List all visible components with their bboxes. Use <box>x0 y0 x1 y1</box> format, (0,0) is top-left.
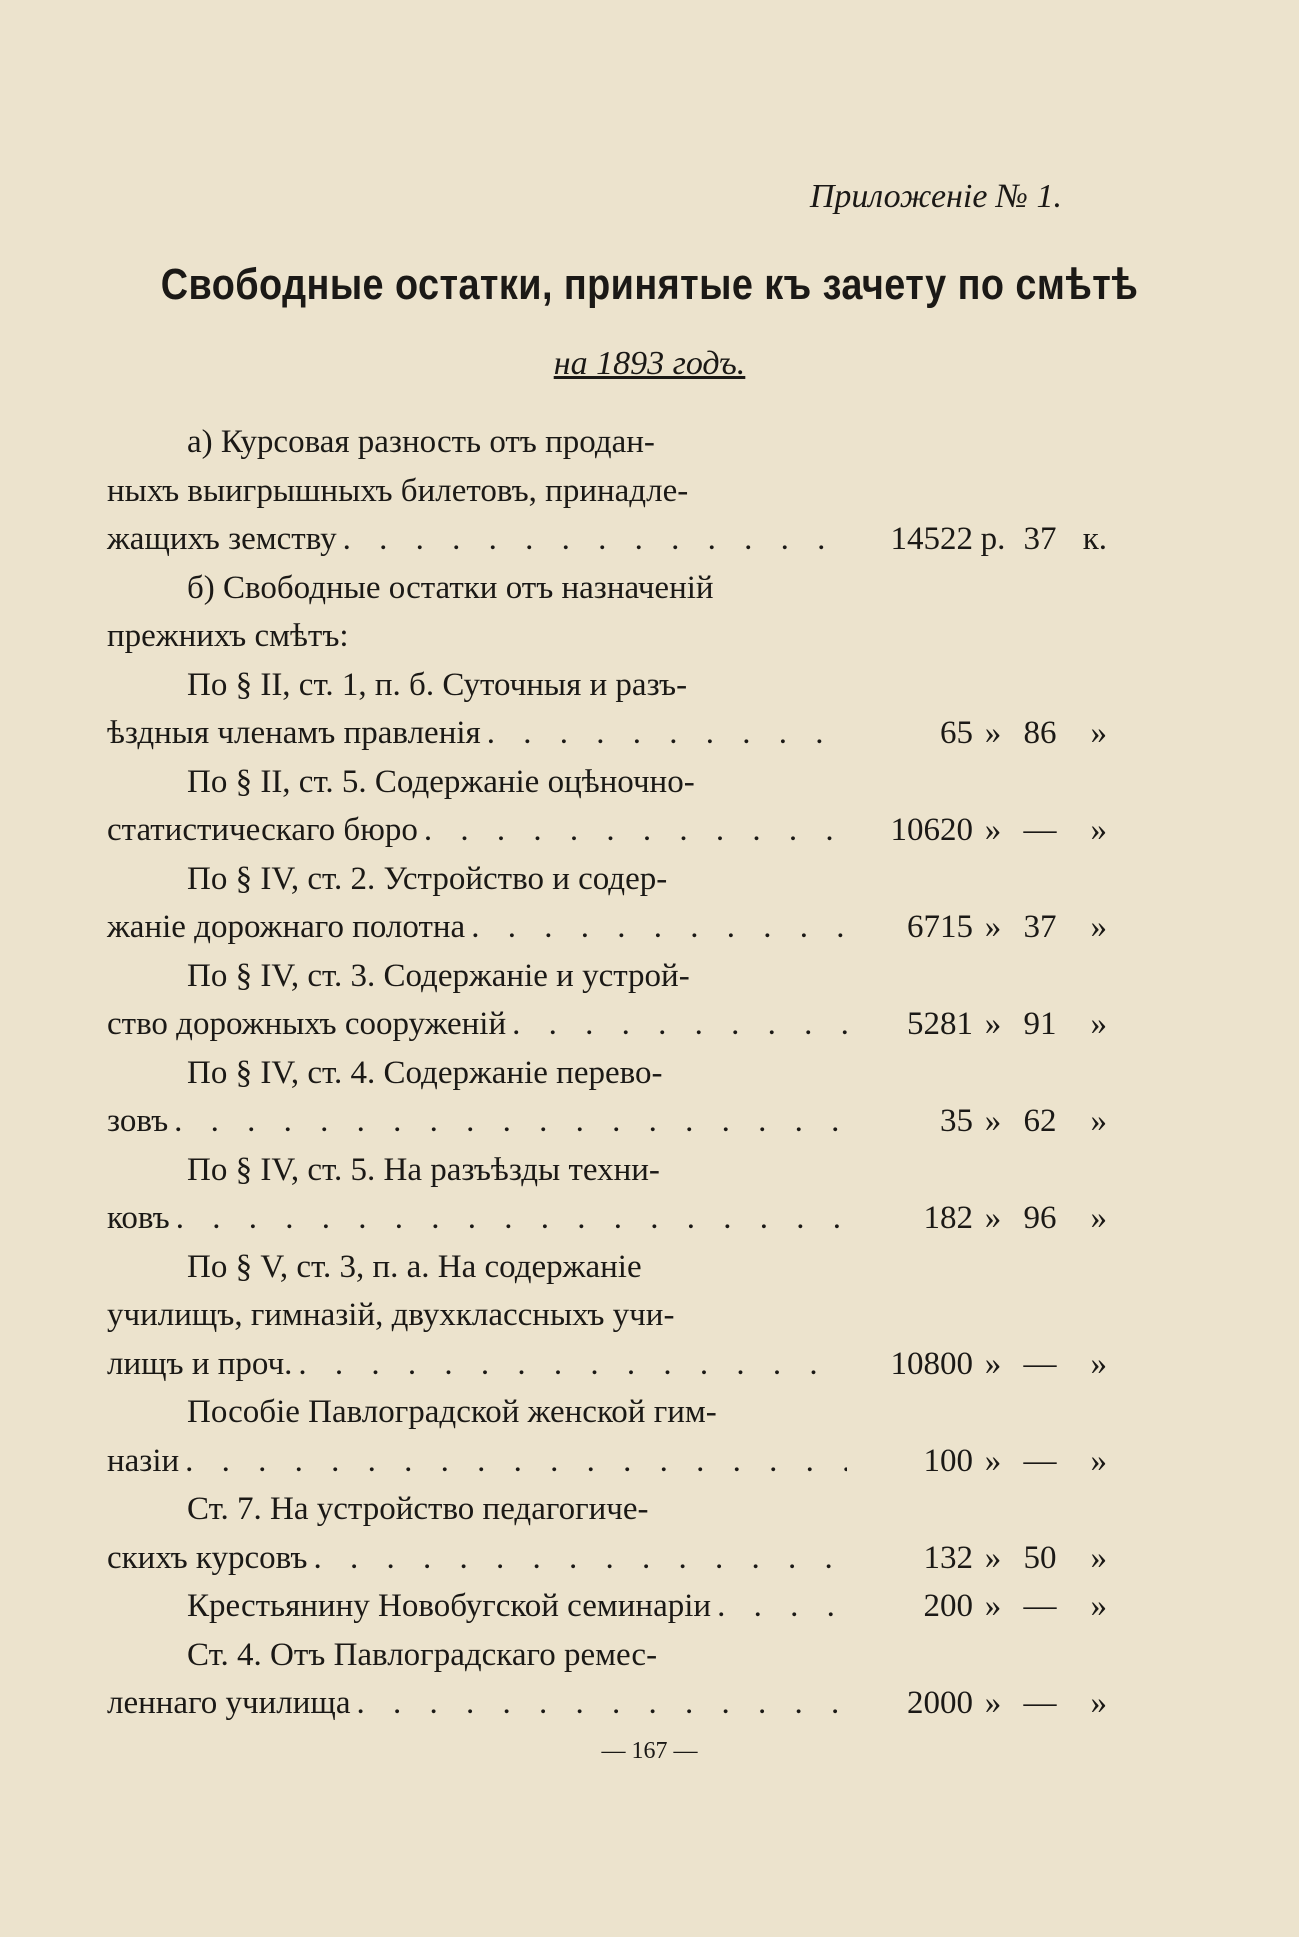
entry-rubles: 6715 <box>907 909 973 945</box>
entry-kopecks: 37 <box>1023 909 1057 945</box>
entry-text-line: скихъ курсовъ <box>107 1539 308 1576</box>
leader-dots <box>298 1340 847 1389</box>
entry-unit: » <box>1090 1006 1107 1042</box>
entry-rubles: 35 <box>940 1103 973 1139</box>
entry-kopecks: — <box>1023 1345 1057 1382</box>
entry-text-line: назіи <box>107 1442 180 1479</box>
entry-unit: » <box>1090 1103 1107 1139</box>
entry-separator: » <box>984 812 1002 848</box>
entry-kopecks: 50 <box>1023 1539 1057 1576</box>
ledger-entry <box>107 1388 1107 1485</box>
ledger-entry <box>107 418 1107 564</box>
ledger-entry <box>107 1485 1107 1582</box>
entry-separator: » <box>984 1345 1002 1382</box>
leader-dots <box>471 903 847 952</box>
entry-unit: » <box>1090 812 1107 848</box>
entry-text-line: жащихъ земству <box>107 521 337 557</box>
entry-rubles: 10800 <box>890 1345 973 1382</box>
entry-text-line: ѣздныя членамъ правленія <box>107 715 481 751</box>
entry-separator: » <box>984 1539 1002 1576</box>
entry-separator: » <box>984 1103 1002 1139</box>
entry-amount-row <box>107 1000 1107 1049</box>
ledger-entry <box>107 952 1107 1049</box>
entry-amount-row <box>107 1097 1107 1146</box>
entry-unit: » <box>1090 1539 1107 1576</box>
entry-unit: » <box>1090 1685 1107 1721</box>
entry-unit: » <box>1090 715 1107 751</box>
entry-text-line: По § IV, ст. 2. Устройство и содер- <box>187 860 668 897</box>
ledger-entry <box>107 1631 1107 1728</box>
entry-text-line: ныхъ выигрышныхъ билетовъ, принадле- <box>107 472 689 509</box>
ledger-entry <box>107 1146 1107 1243</box>
entry-text-line: зовъ <box>107 1103 169 1139</box>
entry-amount-row <box>107 1679 1107 1728</box>
leader-dots <box>176 1194 847 1243</box>
entry-separator: » <box>984 1588 1002 1624</box>
ledger-entry <box>107 855 1107 952</box>
entry-text-line: По § II, ст. 5. Содержаніе оцѣночно- <box>187 763 695 800</box>
entry-unit: » <box>1090 1442 1107 1479</box>
entry-text-line: училищъ, гимназій, двухклассныхъ учи- <box>107 1297 675 1333</box>
entry-amount-row <box>107 1582 1107 1631</box>
entry-unit: » <box>1090 1200 1107 1236</box>
entry-text-line: прежнихъ смѣтъ: <box>107 618 349 654</box>
entry-amount-row <box>107 806 1107 855</box>
entry-separator: » <box>984 909 1002 945</box>
page-subtitle: на 1893 годъ. <box>553 345 746 382</box>
entry-rubles: 200 <box>923 1588 973 1624</box>
entry-kopecks: — <box>1023 1442 1057 1479</box>
entry-unit: к. <box>1082 521 1107 557</box>
entry-kopecks: 62 <box>1023 1103 1057 1139</box>
entry-separator: » <box>984 1442 1002 1479</box>
entry-kopecks: 86 <box>1023 715 1057 751</box>
entry-kopecks: — <box>1023 1588 1057 1624</box>
entries-list <box>107 418 1107 1728</box>
ledger-entry <box>107 1582 1107 1631</box>
entry-unit: » <box>1090 1588 1107 1624</box>
entry-text-line: ство дорожныхъ сооруженій <box>107 1006 507 1042</box>
page-title: Свободные остатки, принятые къ зачету по смѣтѣ <box>160 260 1139 309</box>
entry-text-line: Пособіе Павлоградской женской гим- <box>187 1394 717 1430</box>
leader-dots <box>185 1437 847 1486</box>
entry-separator: р. <box>980 521 1006 557</box>
entry-kopecks: 91 <box>1023 1006 1057 1042</box>
entry-text-line: статистическаго бюро <box>107 812 418 848</box>
entry-rubles: 100 <box>923 1442 973 1479</box>
entry-rubles: 14522 <box>890 521 973 557</box>
appendix-label: Приложеніе № 1. <box>809 178 1062 215</box>
entry-separator: » <box>984 1685 1002 1721</box>
entry-amount-row <box>107 903 1107 952</box>
entry-text-line: Крестьянину Новобугской семинаріи <box>187 1588 712 1624</box>
entry-kopecks: 37 <box>1023 521 1057 557</box>
entry-kopecks: — <box>1023 812 1057 848</box>
entry-rubles: 132 <box>923 1539 973 1576</box>
leader-dots <box>174 1097 847 1146</box>
entry-text-line: По § IV, ст. 5. На разъѣзды техни- <box>187 1151 660 1188</box>
entry-text-line: леннаго училища <box>107 1685 351 1721</box>
entry-unit: » <box>1090 1345 1107 1382</box>
entry-text-line: По § IV, ст. 3. Содержаніе и устрой- <box>187 957 690 994</box>
entry-amount-row <box>107 1340 1107 1389</box>
entry-text-line: а) Курсовая разность отъ продан- <box>187 424 655 460</box>
entry-separator: » <box>984 715 1002 751</box>
ledger-entry <box>107 758 1107 855</box>
entry-text-line: По § V, ст. 3, п. а. На содержаніе <box>187 1248 642 1285</box>
entry-text-line: б) Свободные остатки отъ назначеній <box>187 569 714 606</box>
entry-amount-row <box>107 1437 1107 1486</box>
entry-rubles: 182 <box>923 1200 973 1236</box>
leader-dots <box>357 1679 848 1728</box>
leader-dots <box>343 515 847 564</box>
entry-text-line: Ст. 4. Отъ Павлоградскаго ремес- <box>187 1636 658 1673</box>
entry-text-line: лищъ и проч. <box>107 1345 293 1382</box>
entry-kopecks: — <box>1023 1685 1057 1721</box>
entry-separator: » <box>984 1006 1002 1042</box>
entry-rubles: 65 <box>940 715 973 751</box>
entry-text-line: По § IV, ст. 4. Содержаніе перево- <box>187 1054 663 1091</box>
entry-amount-row <box>107 1534 1107 1583</box>
leader-dots <box>512 1000 847 1049</box>
entry-rubles: 10620 <box>890 812 973 848</box>
ledger-entry <box>107 1243 1107 1389</box>
entry-amount-row <box>107 515 1107 564</box>
leader-dots <box>424 806 847 855</box>
entry-text-line: ковъ <box>107 1200 170 1236</box>
entry-rubles: 2000 <box>907 1685 973 1721</box>
leader-dots <box>717 1582 847 1631</box>
page-number: — 167 — <box>601 1738 698 1764</box>
entry-amount-row <box>107 709 1107 758</box>
ledger-entry <box>107 564 1107 661</box>
entry-text-line: По § II, ст. 1, п. б. Суточныя и разъ- <box>187 666 688 703</box>
ledger-entry <box>107 1049 1107 1146</box>
entry-amount-row <box>107 1194 1107 1243</box>
entry-kopecks: 96 <box>1023 1200 1057 1236</box>
entry-text-line: Ст. 7. На устройство педагогиче- <box>187 1491 649 1527</box>
entry-unit: » <box>1090 909 1107 945</box>
entry-amount-row <box>107 612 1107 661</box>
entry-rubles: 5281 <box>907 1006 973 1042</box>
entry-separator: » <box>984 1200 1002 1236</box>
leader-dots <box>313 1534 847 1583</box>
entry-text-line: жаніе дорожнаго полотна <box>107 909 466 945</box>
leader-dots <box>487 709 847 758</box>
ledger-entry <box>107 661 1107 758</box>
